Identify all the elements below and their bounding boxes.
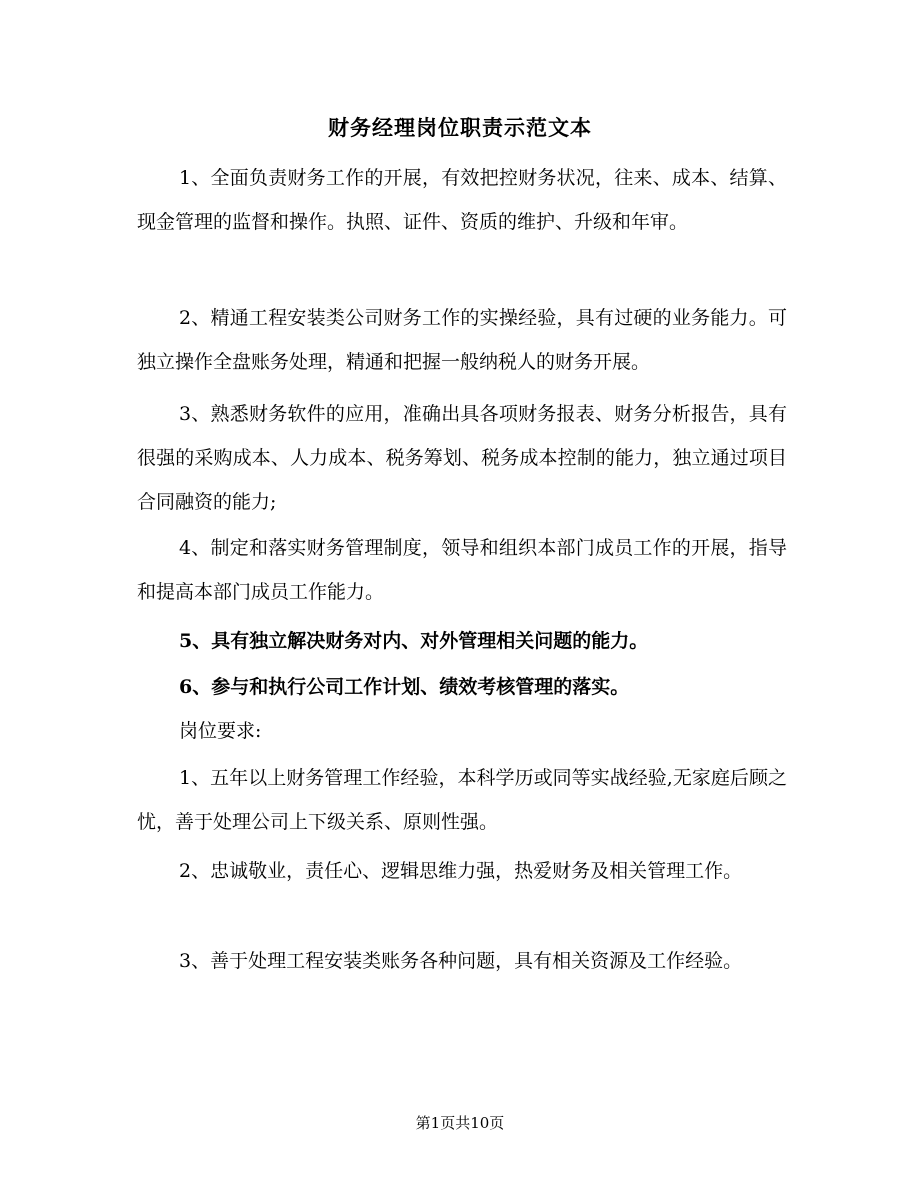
document-title: 财务经理岗位职责示范文本 (328, 115, 592, 140)
paragraph-requirement-1: 1、五年以上财务管理工作经验，本科学历或同等实战经验,无家庭后顾之忧，善于处理公司上下级关系、原则性强。 (137, 767, 787, 833)
paragraph-duty-1: 1、全面负责财务工作的开展，有效把控财务状况，往来、成本、结算、现金管理的监督和操作。执照、证件、资质的维护、升级和年审。 (137, 167, 787, 233)
page-footer: 第1页共10页 (415, 1114, 505, 1132)
paragraph-duty-2: 2、精通工程安装类公司财务工作的实操经验，具有过硬的业务能力。可独立操作全盘账务处理，精通和把握一般纳税人的财务开展。 (137, 307, 787, 373)
paragraph-requirement-2: 2、忠诚敬业，责任心、逻辑思维力强，热爱财务及相关管理工作。 (179, 860, 743, 882)
paragraph-duty-5: 5、具有独立解决财务对内、对外管理相关问题的能力。 (179, 630, 649, 652)
requirements-heading: 岗位要求: (179, 720, 262, 742)
paragraph-duty-4: 4、制定和落实财务管理制度，领导和组织本部门成员工作的开展，指导和提高本部门成员工作能力。 (137, 537, 787, 603)
paragraph-duty-3: 3、熟悉财务软件的应用，准确出具各项财务报表、财务分析报告，具有很强的采购成本、人力成本、税务筹划、税务成本控制的能力，独立通过项目合同融资的能力; (137, 403, 787, 513)
paragraph-duty-6: 6、参与和执行公司工作计划、绩效考核管理的落实。 (179, 676, 630, 698)
paragraph-requirement-3: 3、善于处理工程安装类账务各种问题，具有相关资源及工作经验。 (179, 950, 743, 972)
